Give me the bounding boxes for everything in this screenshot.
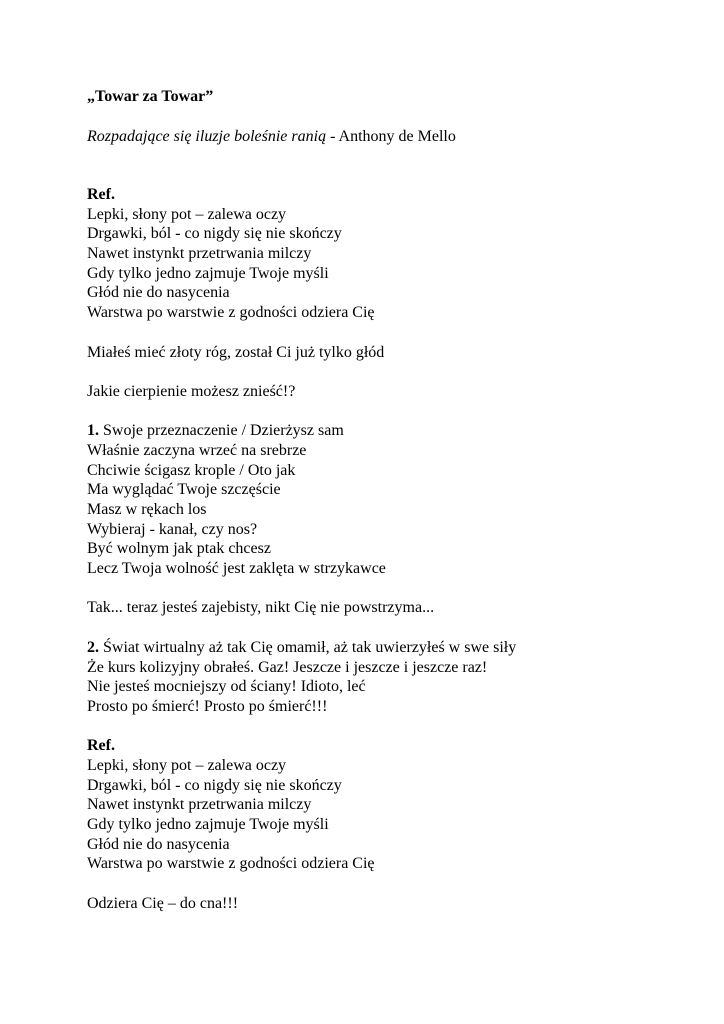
verse-line: Wybieraj - kanał, czy nos? xyxy=(87,520,258,538)
bridge-3 xyxy=(87,598,687,618)
verse-1 xyxy=(87,421,687,579)
song-title: „Towar za Towar” xyxy=(87,88,214,105)
epigraph-author: Anthony de Mello xyxy=(338,128,456,145)
refrain-line: Nawet instynkt przetrwania milczy xyxy=(87,796,312,814)
outro-line: Odziera Cię – do cna!!! xyxy=(87,894,239,912)
refrain-line: Warstwa po warstwie z godności odziera Cię xyxy=(87,304,375,322)
epigraph-quote: Rozpadające się iluzje boleśnie ranią xyxy=(87,128,327,145)
verse-first-line xyxy=(87,638,687,658)
refrain-line: Głód nie do nasycenia xyxy=(87,835,230,853)
verse-line: Że kurs kolizyjny obrałeś. Gaz! Jeszcze i jeszcze i jeszcze raz! xyxy=(87,658,488,676)
verse-2 xyxy=(87,638,687,717)
outro xyxy=(87,894,687,914)
bridge-2 xyxy=(87,382,687,402)
bridge-1 xyxy=(87,343,687,363)
refrain-label: Ref. xyxy=(87,186,115,203)
bridge-line: Miałeś mieć złoty róg, został Ci już tylko głód xyxy=(87,343,385,361)
refrain-line: Nawet instynkt przetrwania milczy xyxy=(87,245,312,263)
verse-number: 1. xyxy=(87,422,99,440)
refrain-line: Drgawki, ból - co nigdy się nie skończy xyxy=(87,225,342,243)
refrain-line: Głód nie do nasycenia xyxy=(87,284,230,302)
refrain-line: Lepki, słony pot – zalewa oczy xyxy=(87,205,287,223)
verse-number: 2. xyxy=(87,638,99,656)
refrain-2 xyxy=(87,736,687,874)
verse-line: Właśnie zaczyna wrzeć na srebrze xyxy=(87,441,307,459)
verse-first-text: Swoje przeznaczenie / Dzierżysz sam xyxy=(99,422,344,440)
verse-first-text: Świat wirtualny aż tak Cię omamił, aż tak uwierzyłeś w swe siły xyxy=(99,638,517,656)
verse-line: Prosto po śmierć! Prosto po śmierć!!! xyxy=(87,697,328,715)
verse-first-line xyxy=(87,421,687,441)
refrain-line: Gdy tylko jedno zajmuje Twoje myśli xyxy=(87,816,329,833)
verse-line: Być wolnym jak ptak chcesz xyxy=(87,540,271,558)
verse-line: Ma wyglądać Twoje szczęście xyxy=(87,481,281,499)
bridge-line: Jakie cierpienie możesz znieść!? xyxy=(87,382,296,400)
lyrics-content xyxy=(87,87,687,913)
verse-line: Lecz Twoja wolność jest zaklęta w strzykawce xyxy=(87,560,386,578)
verse-line: Masz w rękach los xyxy=(87,501,207,518)
epigraph-separator: - xyxy=(326,128,339,145)
refrain-line: Gdy tylko jedno zajmuje Twoje myśli xyxy=(87,264,329,282)
bridge-line: Tak... teraz jesteś zajebisty, nikt Cię nie powstrzyma... xyxy=(87,599,435,617)
refrain-1 xyxy=(87,185,687,323)
refrain-label: Ref. xyxy=(87,737,115,755)
refrain-line: Warstwa po warstwie z godności odziera Cię xyxy=(87,855,375,873)
verse-line: Nie jesteś mocniejszy od ściany! Idioto, leć xyxy=(87,678,366,696)
refrain-line: Lepki, słony pot – zalewa oczy xyxy=(87,756,287,774)
refrain-line: Drgawki, ból - co nigdy się nie skończy xyxy=(87,776,342,794)
epigraph xyxy=(87,127,687,147)
verse-line: Chciwie ścigasz krople / Oto jak xyxy=(87,461,296,479)
